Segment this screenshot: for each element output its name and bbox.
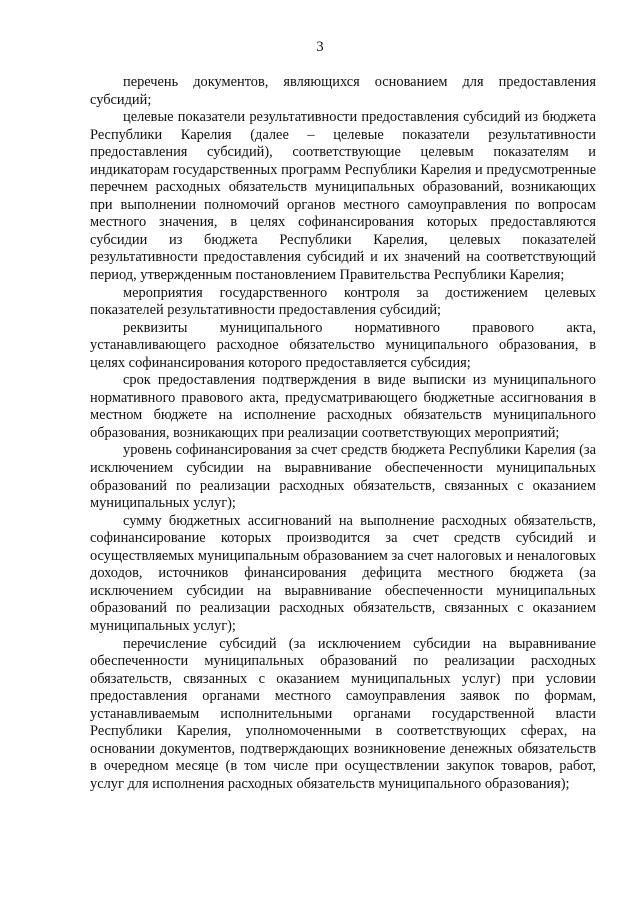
paragraph-documents-list: перечень документов, являющихся основанием для предоставления субсидий; [90,74,596,108]
document-body [90,74,596,793]
page-number: 3 [316,39,324,55]
paragraph-legal-act-details: реквизиты муниципального нормативного правового акта, устанавливающего расходное обязательство муниципального образования, в целях софинансирования которого предоставляется субсидия; [90,319,596,371]
paragraph-target-indicators: целевые показатели результативности предоставления субсидий из бюджета Республики Карелия (далее – целевые показатели результативности предоставления субсидий), соответствующие целевым показателям и индикаторам государственных программ Республики Карелия и предусмотренные перечнем расходных обязательств муниципальных образований, возникающих при выполнении полномочий органов местного самоуправления по вопросам местного значения, в целях софинансирования которых предоставляются субсидии из бюджета Республики Карелия, целевых показателей результативности предоставления субсидий и их значений на соответствующий период, утвержденным постановлением Правительства Республики Карелия; [90,109,596,284]
paragraph-state-control: мероприятия государственного контроля за достижением целевых показателей результативности предоставления субсидий; [90,284,596,319]
paragraph-budget-allocation-sum: сумму бюджетных ассигнований на выполнение расходных обязательств, софинансирование которых производится за счет средств субсидий и осуществляемых муниципальным образованием за счет налоговых и неналоговых доходов, источников финансирования дефицита местного бюджета (за исключением субсидии на выравнивание обеспеченности муниципальных образований по реализации расходных обязательств, связанных с оказанием муниципальных услуг); [90,512,596,634]
paragraph-subsidy-transfer: перечисление субсидий (за исключением субсидии на выравнивание обеспеченности муниципальных образований по реализации расходных обязательств, связанных с оказанием муниципальных услуг) при условии предоставления органами местного самоуправления заявок по формам, устанавливаемым исполнительными органами государственной власти Республики Карелия, уполномоченными в соответствующих сферах, на основании документов, подтверждающих возникновение денежных обязательств в очередном месяце (в том числе при осуществлении закупок товаров, работ, услуг для исполнения расходных обязательств муниципального образования); [90,635,596,792]
paragraph-confirmation-deadline: срок предоставления подтверждения в виде выписки из муниципального нормативного правового акта, предусматривающего бюджетные ассигнования в местном бюджете на исполнение расходных обязательств муниципального образования, возникающих при реализации соответствующих мероприятий; [90,372,596,441]
paragraph-cofinancing-level: уровень софинансирования за счет средств бюджета Республики Карелия (за исключением субсидии на выравнивание обеспеченности муниципальных образований по реализации расходных обязательств, связанных с оказанием муниципальных услуг); [90,442,596,512]
